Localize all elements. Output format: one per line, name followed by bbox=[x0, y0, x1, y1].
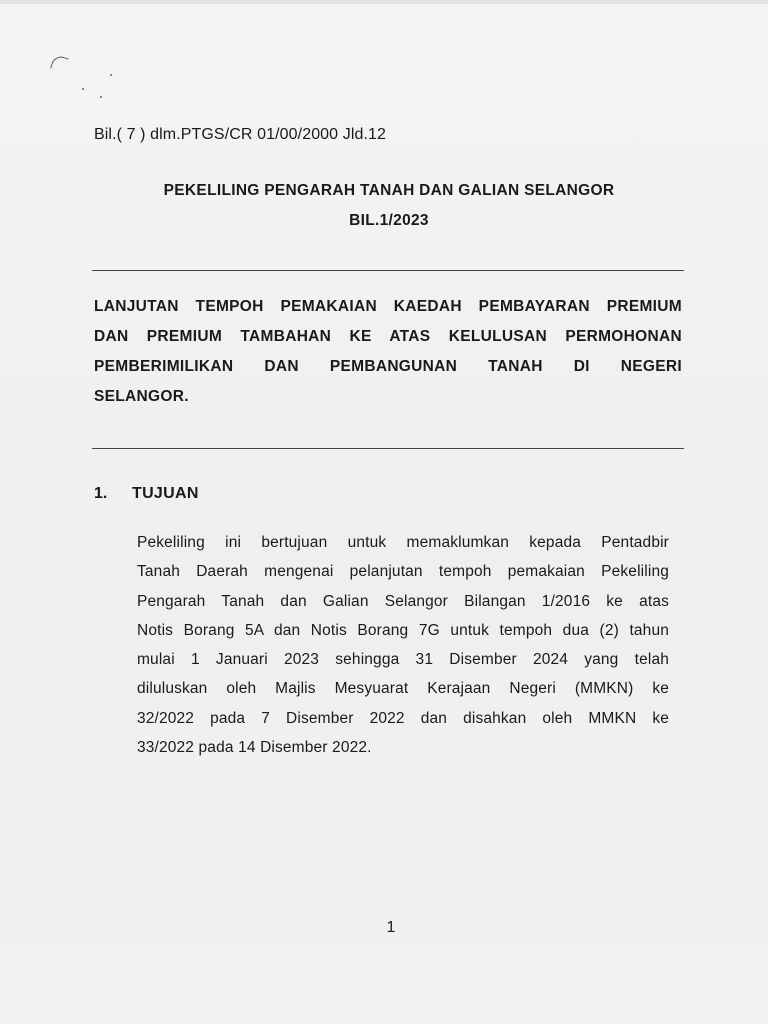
circular-number: BIL.1/2023 bbox=[349, 212, 429, 229]
scan-mark bbox=[50, 54, 69, 73]
scan-speck bbox=[82, 88, 84, 90]
scan-speck bbox=[110, 74, 112, 76]
paragraph-line: 33/2022 pada 14 Disember 2022. bbox=[137, 739, 372, 757]
divider-top bbox=[92, 270, 684, 271]
scan-edge bbox=[0, 0, 768, 4]
subject-line: LANJUTAN TEMPOH PEMAKAIAN KAEDAH PEMBAYARAN PREMIUM bbox=[94, 298, 682, 315]
paragraph-line: 32/2022 pada 7 Disember 2022 dan disahkan oleh MMKN ke bbox=[137, 709, 669, 727]
subject-line: SELANGOR. bbox=[94, 388, 189, 405]
scan-speck bbox=[100, 96, 102, 98]
divider-bottom bbox=[92, 448, 684, 449]
circular-title: PEKELILING PENGARAH TANAH DAN GALIAN SELANGOR bbox=[163, 182, 615, 199]
subject-line: DAN PREMIUM TAMBAHAN KE ATAS KELULUSAN PERMOHONAN bbox=[94, 328, 682, 345]
paragraph-line: Notis Borang 5A dan Notis Borang 7G untuk tempoh dua (2) tahun bbox=[137, 621, 669, 639]
section-paragraph bbox=[137, 528, 669, 762]
section-number: 1. bbox=[94, 485, 108, 502]
paragraph-line: Pengarah Tanah dan Galian Selangor Bilangan 1/2016 ke atas bbox=[137, 592, 669, 610]
reference-number: Bil.( 7 ) dlm.PTGS/CR 01/00/2000 Jld.12 bbox=[94, 126, 387, 143]
paragraph-line: mulai 1 Januari 2023 sehingga 31 Disember 2024 yang telah bbox=[137, 651, 669, 669]
subject-block bbox=[94, 292, 682, 412]
paragraph-line: diluluskan oleh Majlis Mesyuarat Kerajaan Negeri (MMKN) ke bbox=[137, 680, 669, 698]
paragraph-line: Tanah Daerah mengenai pelanjutan tempoh pemakaian Pekeliling bbox=[137, 563, 669, 581]
subject-line: PEMBERIMILIKAN DAN PEMBANGUNAN TANAH DI NEGERI bbox=[94, 358, 682, 375]
section-title: TUJUAN bbox=[132, 485, 199, 502]
page-number: 1 bbox=[386, 919, 396, 936]
paragraph-line: Pekeliling ini bertujuan untuk memaklumkan kepada Pentadbir bbox=[137, 534, 669, 551]
